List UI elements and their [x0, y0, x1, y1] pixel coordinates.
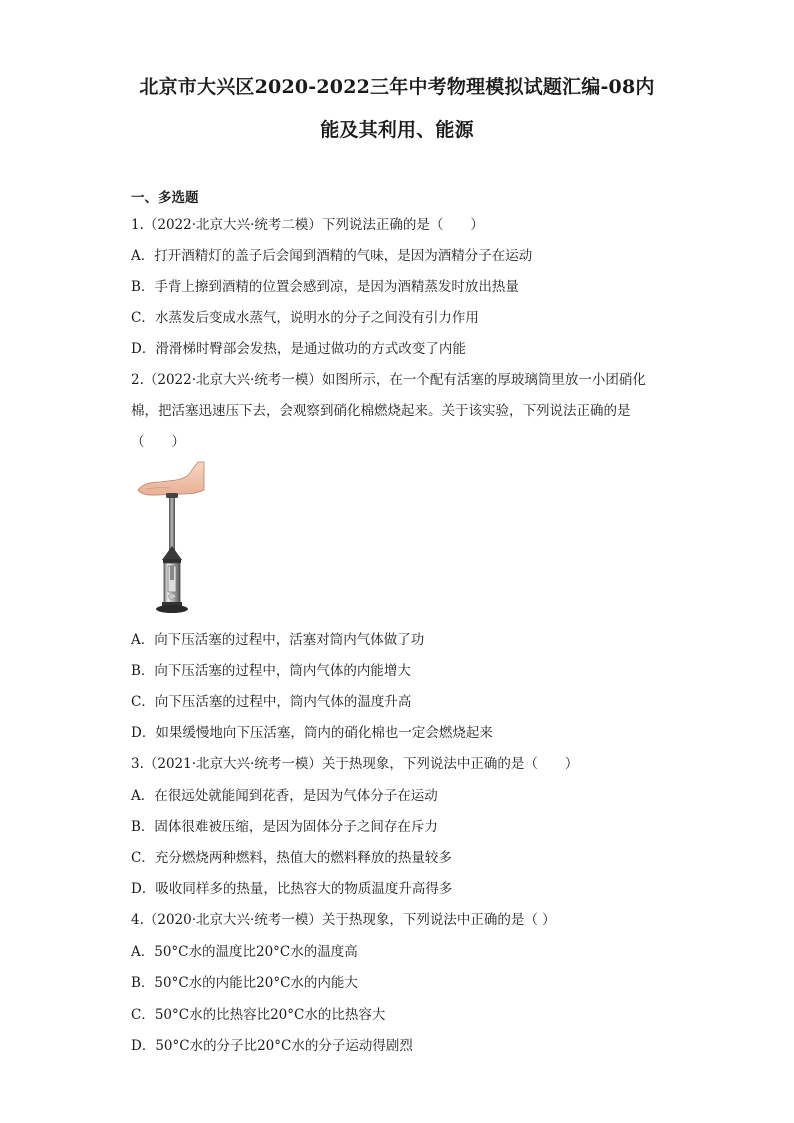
question-1-stem: 1.（2022·北京大兴·统考二模）下列说法正确的是（ ）: [131, 217, 484, 233]
question-1-option-a: A．打开酒精灯的盖子后会闻到酒精的气味，是因为酒精分子在运动: [131, 248, 533, 264]
question-4-option-d: D．50°C水的分子比20°C水的分子运动得剧烈: [131, 1038, 413, 1054]
question-2-option-b: B．向下压活塞的过程中，筒内气体的内能增大: [131, 663, 411, 679]
question-3-option-a: A．在很远处就能闻到花香，是因为气体分子在运动: [131, 788, 438, 804]
question-2-stem-line-2: 棉，把活塞迅速压下去，会观察到硝化棉燃烧起来。关于该实验，下列说法正确的是: [131, 403, 631, 419]
question-4-option-b: B．50°C水的内能比20°C水的内能大: [131, 975, 358, 991]
question-1-option-d: D．滑滑梯时臀部会发热，是通过做功的方式改变了内能: [131, 341, 466, 357]
question-2-stem-line-3: （ ）: [131, 434, 185, 450]
question-3-option-c: C．充分燃烧两种燃料，热值大的燃料释放的热量较多: [131, 850, 452, 866]
question-4-option-c: C．50°C水的比热容比20°C水的比热容大: [131, 1007, 386, 1023]
question-2-option-d: D．如果缓慢地向下压活塞，筒内的硝化棉也一定会燃烧起来: [131, 725, 493, 741]
question-3-stem: 3.（2021·北京大兴·统考一模）关于热现象，下列说法中正确的是（ ）: [131, 756, 579, 772]
question-1-option-b: B．手背上擦到酒精的位置会感到凉，是因为酒精蒸发时放出热量: [131, 279, 519, 295]
document-title-line-1: 北京市大兴区2020-2022三年中考物理模拟试题汇编-08内: [139, 76, 655, 98]
section-heading: 一、多选题: [131, 190, 199, 206]
question-4-stem: 4.（2020·北京大兴·统考一模）关于热现象，下列说法中正确的是（ ）: [131, 912, 556, 928]
question-2-option-a: A．向下压活塞的过程中，活塞对筒内气体做了功: [131, 632, 425, 648]
hand-shape: [138, 462, 204, 495]
question-2-option-c: C．向下压活塞的过程中，筒内气体的温度升高: [131, 694, 412, 710]
question-2-stem-line-1: 2.（2022·北京大兴·统考一模）如图所示，在一个配有活塞的厚玻璃筒里放一小团硝化: [131, 372, 646, 388]
question-3-option-d: D．吸收同样多的热量，比热容大的物质温度升高得多: [131, 881, 453, 897]
question-1-option-c: C．水蒸发后变成水蒸气，说明水的分子之间没有引力作用: [131, 310, 479, 326]
document-title-line-2: 能及其利用、能源: [320, 119, 474, 141]
question-4-option-a: A．50°C水的温度比20°C水的温度高: [131, 944, 358, 960]
piston-cylinder-figure: [136, 460, 206, 615]
question-3-option-b: B．固体很难被压缩，是因为固体分子之间存在斥力: [131, 819, 438, 835]
